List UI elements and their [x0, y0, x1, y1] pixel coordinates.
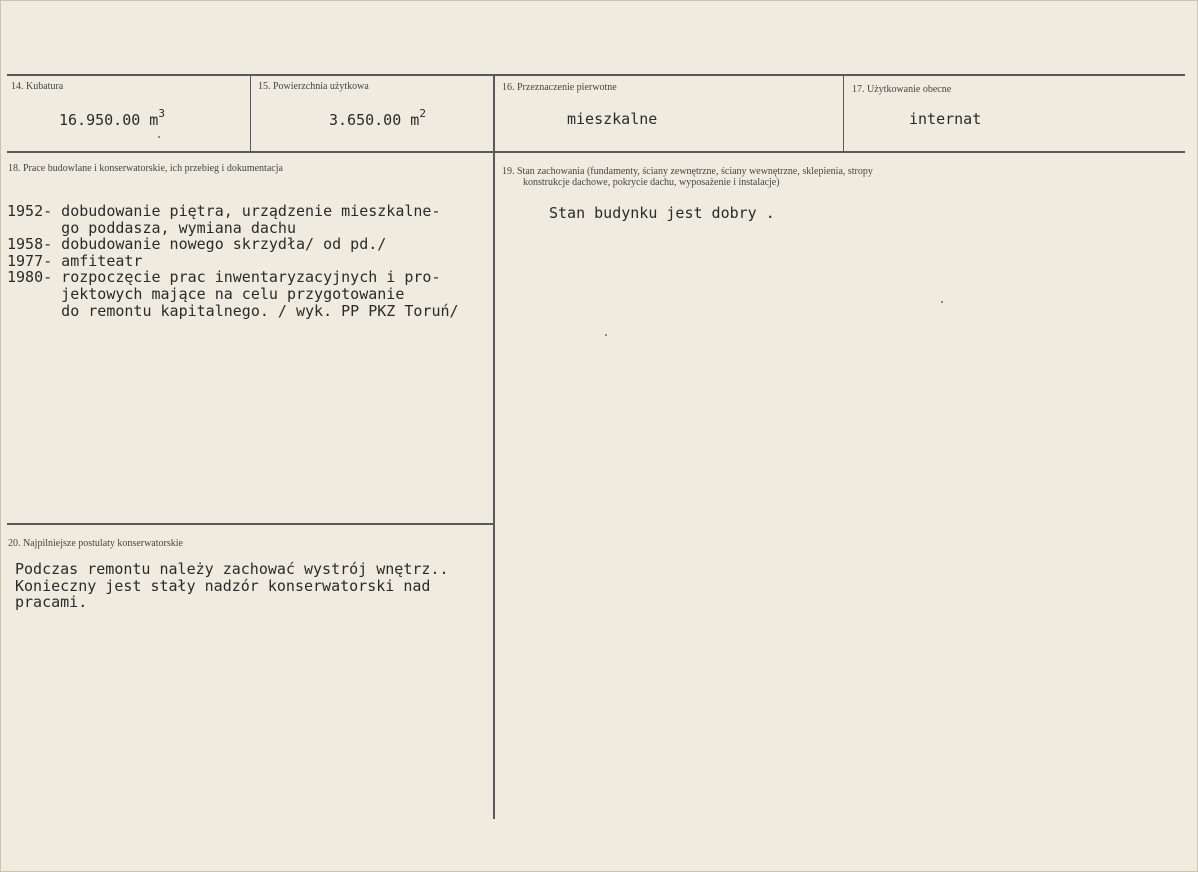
powierzchnia-value: 3.650.00 m — [329, 111, 420, 129]
field-14-label: 14. Kubatura — [11, 81, 64, 92]
field-19-label-line2: konstrukcje dachowe, pokrycie dachu, wyposażenie i instalacje) — [523, 177, 780, 188]
typed-line: 1977- amfiteatr — [7, 251, 143, 270]
field-18-text — [7, 203, 459, 319]
divider-14-15 — [250, 74, 251, 152]
top-rule — [7, 74, 1185, 76]
powierzchnia-exponent: 2 — [419, 107, 426, 120]
field-15-value — [329, 109, 426, 129]
field-14-value — [59, 109, 165, 129]
field-18-label: 18. Prace budowlane i konserwatorskie, ich przebieg i dokumentacja — [8, 163, 283, 174]
field-17-value: internat — [909, 110, 982, 128]
row2-rule — [7, 151, 1185, 153]
field-19-value: Stan budynku jest dobry . — [549, 204, 775, 222]
paper-speck — [158, 136, 160, 138]
typed-line: 1980- rozpoczęcie prac inwentaryzacyjnych i pro- — [7, 268, 441, 287]
kubatura-value: 16.950.00 m — [59, 111, 159, 129]
field-17-label: 17. Użytkowanie obecne — [852, 84, 952, 95]
typed-line: pracami. — [15, 593, 88, 612]
kubatura-exponent: 3 — [158, 107, 165, 120]
section20-rule — [7, 523, 493, 525]
divider-15-16 — [493, 74, 495, 819]
typed-line: 1952- dobudowanie piętra, urządzenie mieszkalne- — [7, 202, 441, 220]
paper-speck — [605, 334, 607, 336]
field-16-value: mieszkalne — [567, 110, 658, 128]
typed-line: go poddasza, wymiana dachu — [61, 218, 296, 237]
field-20-label: 20. Najpilniejsze postulaty konserwatorskie — [8, 538, 183, 549]
field-19-label-line1: 19. Stan zachowania (fundamenty, ściany zewnętrzne, ściany wewnętrzne, sklepienia, stropy — [502, 166, 873, 177]
divider-16-17 — [843, 74, 844, 152]
typed-line: Podczas remontu należy zachować wystrój wnętrz.. — [15, 560, 449, 578]
field-15-label: 15. Powierzchnia użytkowa — [258, 81, 369, 92]
typed-line: Konieczny jest stały nadzór konserwatorski nad — [15, 576, 431, 595]
paper-speck — [941, 301, 943, 303]
field-16-label: 16. Przeznaczenie pierwotne — [502, 82, 617, 93]
typed-line: jektowych mające na celu przygotowanie — [61, 284, 405, 303]
typed-line: 1958- dobudowanie nowego skrzydła/ od pd./ — [7, 235, 387, 254]
field-20-text — [15, 561, 448, 611]
typed-line: do remontu kapitalnego. / wyk. PP PKZ Toruń/ — [7, 301, 459, 320]
